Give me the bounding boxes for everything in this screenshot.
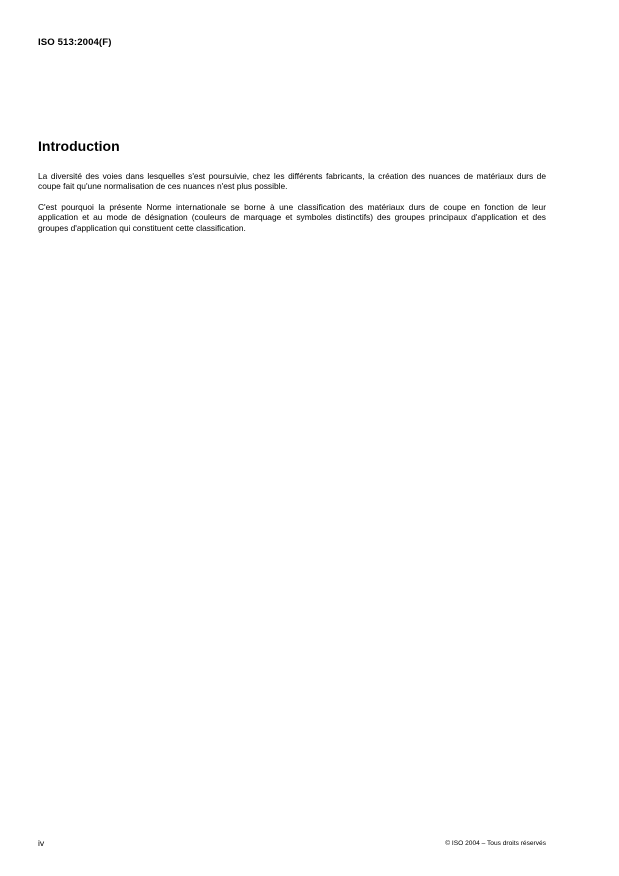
page-number: iv xyxy=(38,838,45,848)
section-title: Introduction xyxy=(38,138,120,154)
copyright-notice: © ISO 2004 – Tous droits réservés xyxy=(445,840,546,847)
section-body xyxy=(38,171,546,243)
paragraph-1: La diversité des voies dans lesquelles s'est poursuivie, chez les différents fabricants, la création des nuances de matériaux durs de coupe fait qu'une normalisation de ces nuances n'est plus possible. xyxy=(38,171,546,192)
document-header-id: ISO 513:2004(F) xyxy=(38,37,112,48)
paragraph-2: C'est pourquoi la présente Norme internationale se borne à une classification des matériaux durs de coupe en fonction de leur application et au mode de désignation (couleurs de marquage et symboles distinctifs) des groupes principaux d'application et des groupes d'application qui constituent cette classification. xyxy=(38,201,546,233)
